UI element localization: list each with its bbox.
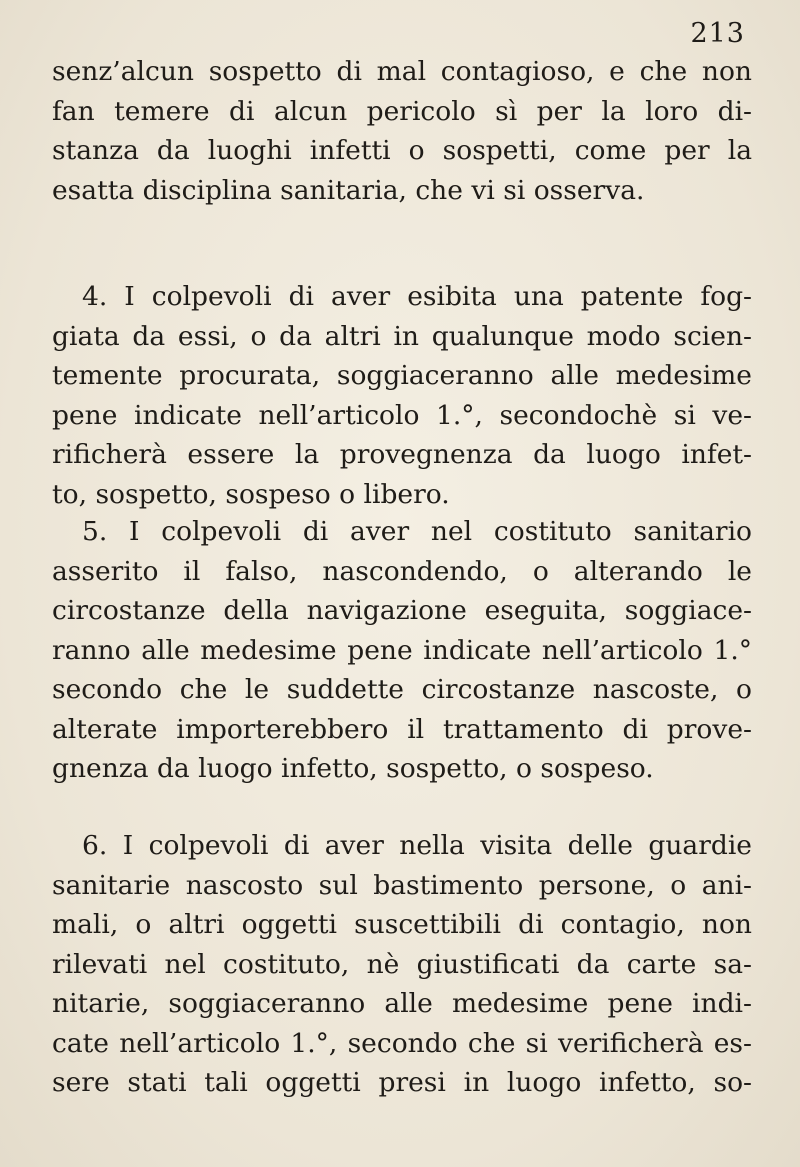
article-4: [52, 277, 752, 514]
text-line: secondo che le suddette circostanze nascoste, o: [52, 674, 752, 705]
article-5: [52, 512, 752, 789]
text-line: sere stati tali oggetti presi in luogo infetto, so-: [52, 1067, 752, 1098]
text-line: gnenza da luogo infetto, sospetto, o sospeso.: [52, 753, 654, 784]
text-line: alterate importerebbero il trattamento di prove-: [52, 713, 752, 745]
text-line: fan temere di alcun pericolo sì per la loro di-: [52, 95, 752, 127]
text-line: 5. I colpevoli di aver nel costituto sanitario: [82, 516, 752, 547]
text-line: rificherà essere la provegnenza da luogo infet-: [52, 439, 752, 470]
text-line: giata da essi, o da altri in qualunque modo scien-: [52, 320, 752, 352]
page-number: 213: [690, 18, 745, 49]
text-line: asserito il falso, nascondendo, o alterando le: [52, 555, 752, 587]
text-line: cate nell’articolo 1.°, secondo che si verificherà es-: [52, 1027, 752, 1059]
text-line: to, sospetto, sospeso o libero.: [52, 478, 450, 510]
article-6: [52, 826, 752, 1103]
text-line: rilevati nel costituto, nè giustificati da carte sa-: [52, 948, 752, 980]
text-line: temente procurata, soggiaceranno alle medesime: [52, 360, 752, 391]
text-line: senz’alcun sospetto di mal contagioso, e che non: [52, 56, 752, 87]
text-line: 4. I colpevoli di aver esibita una patente fog-: [82, 281, 752, 312]
text-line: sanitarie nascosto sul bastimento persone, o ani-: [52, 869, 752, 901]
text-line: nitarie, soggiaceranno alle medesime pene indi-: [52, 988, 752, 1019]
text-line: mali, o altri oggetti suscettibili di contagio, non: [52, 909, 752, 940]
text-line: ranno alle medesime pene indicate nell’articolo 1.°: [52, 634, 752, 666]
text-line: circostanze della navigazione eseguita, soggiace-: [52, 595, 752, 626]
text-line: esatta disciplina sanitaria, che vi si osserva.: [52, 174, 645, 206]
text-line: 6. I colpevoli di aver nella visita delle guardie: [82, 830, 752, 861]
paragraph-continuation: [52, 52, 752, 210]
text-line: stanza da luoghi infetti o sospetti, come per la: [52, 135, 752, 166]
text-line: pene indicate nell’articolo 1.°, secondochè si ve-: [52, 399, 752, 431]
